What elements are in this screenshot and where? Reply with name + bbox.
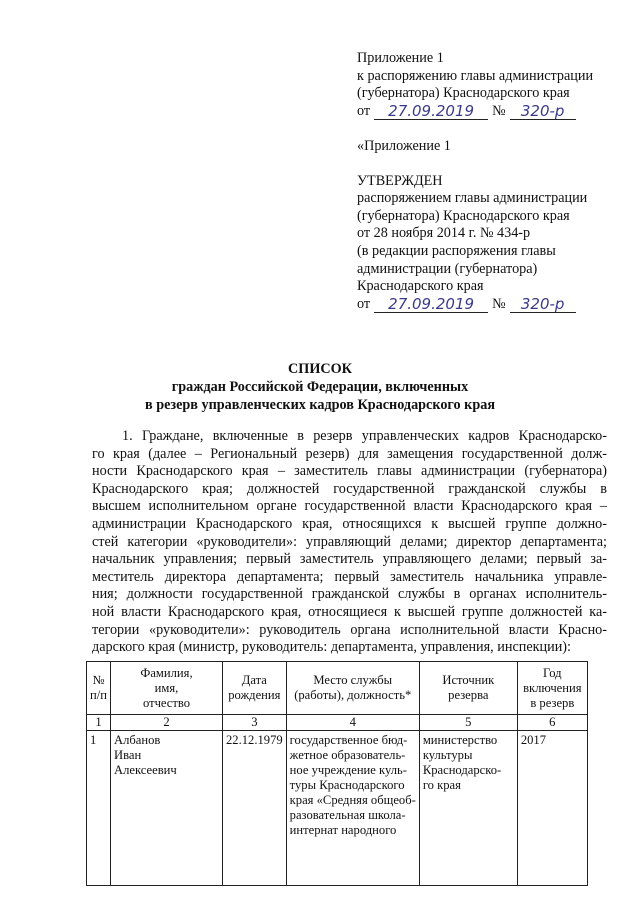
approved-line: от 28 ноября 2014 г. № 434-р	[357, 225, 531, 242]
handwritten-date: 27.09.2019	[374, 104, 488, 120]
title-line: в резерв управленческих кадров Краснодарского края	[144, 397, 495, 413]
approved-heading: УТВЕРЖДЕН	[357, 172, 443, 189]
approved-line: (губернатора) Краснодарского края	[357, 207, 570, 224]
row-birth-date: 22.12.1979	[223, 731, 287, 886]
row-number: 1	[87, 731, 111, 886]
number-label: №	[492, 295, 506, 312]
paragraph-line: высшем исполнительном органе государственной власти Краснодарского края –	[92, 498, 607, 515]
paragraph-line: ности Краснодарского края – заместитель главы администрации (губернатора)	[92, 463, 607, 480]
header-workplace: Место службы (работы), должность*	[286, 662, 419, 715]
table-header-row	[87, 662, 588, 715]
approved-line: Краснодарского края	[357, 278, 484, 295]
approved-line: администрации (губернатора)	[357, 260, 538, 277]
column-number: 6	[517, 715, 587, 731]
handwritten-date: 27.09.2019	[374, 297, 488, 313]
table-row	[87, 731, 588, 886]
handwritten-number: 320-р	[510, 104, 576, 120]
column-number: 3	[223, 715, 287, 731]
title-line: СПИСОК	[288, 361, 352, 377]
paragraph-line: администрации Краснодарского края, относящихся к высшей группе должно-	[92, 515, 607, 532]
column-number: 4	[286, 715, 419, 731]
column-number: 5	[419, 715, 517, 731]
paragraph-line: стей категории «руководители»: управляющий делами; директор департамента;	[92, 533, 607, 550]
handwritten-number: 320-р	[510, 297, 576, 313]
approved-line: распоряжением главы администрации	[357, 190, 588, 207]
row-workplace: государственное бюд- жетное образователь- ное учреждение куль- туры Краснодарского края «Средняя общеоб- разовательная школа- интернат народного	[286, 731, 419, 886]
reserve-table	[86, 661, 588, 886]
paragraph-line: ния; должности государственной гражданской службы в органах исполнитель-	[92, 586, 607, 603]
row-reserve-source: министерство культуры Краснодарско- го края	[419, 731, 517, 886]
document-title	[90, 360, 550, 414]
row-full-name: Албанов Иван Алексеевич	[111, 731, 223, 886]
from-label: от	[357, 295, 371, 312]
paragraph-line: ной власти Краснодарского края, относящиеся к высшей группе должностей ка-	[92, 603, 607, 620]
approved-signature-row	[357, 296, 637, 314]
number-label: №	[492, 102, 506, 119]
header-inclusion-year: Год включения в резерв	[517, 662, 587, 715]
column-number-row	[87, 715, 588, 731]
appendix-line: (губернатора) Краснодарского края	[357, 85, 570, 101]
column-number: 1	[87, 715, 111, 731]
paragraph-line: 1. Граждане, включенные в резерв управленческих кадров Краснодарско-	[122, 428, 607, 444]
paragraph-line: начальник управления; первый заместитель управляющего делами; первый за-	[92, 551, 607, 568]
approved-appendix-line: «Приложение 1	[357, 138, 451, 154]
column-number: 2	[111, 715, 223, 731]
body-paragraph	[92, 428, 607, 657]
header-birth-date: Дата рождения	[223, 662, 287, 715]
appendix-line: к распоряжению главы администрации	[357, 67, 594, 84]
appendix-block	[357, 50, 627, 120]
title-line: граждан Российской Федерации, включенных	[171, 379, 469, 395]
from-label: от	[357, 102, 371, 119]
approved-line: (в редакции распоряжения главы	[357, 242, 556, 259]
paragraph-line: тегории «руководители»: руководитель органа исполнительной власти Красно-	[92, 621, 607, 638]
paragraph-line: го края (далее – Региональный резерв) для замещения государственной долж-	[92, 445, 607, 462]
header-number: № п/п	[87, 662, 111, 715]
paragraph-line: Краснодарского края; должностей государственной гражданской службы в	[92, 480, 607, 497]
paragraph-line: меститель директора департамента; первый заместитель начальника управле-	[92, 568, 607, 585]
appendix-line: Приложение 1	[357, 50, 444, 66]
paragraph-line: дарского края (министр, руководитель: департамента, управления, инспекции):	[92, 639, 571, 656]
header-reserve-source: Источник резерва	[419, 662, 517, 715]
appendix-signature-row	[357, 103, 627, 121]
row-inclusion-year: 2017	[517, 731, 587, 886]
approved-block	[357, 138, 637, 313]
header-full-name: Фамилия, имя, отчество	[111, 662, 223, 715]
